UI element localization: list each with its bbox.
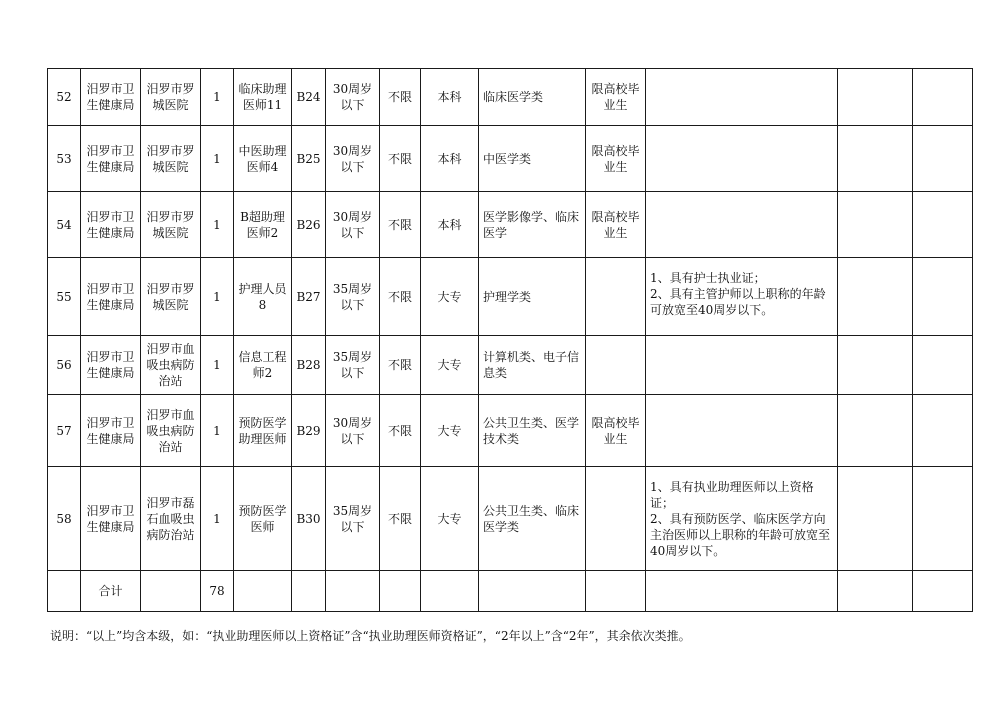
- age-cell: 30周岁以下: [326, 192, 380, 258]
- age-cell: 35周岁以下: [326, 258, 380, 336]
- requirements-cell: 1、具有护士执业证； 2、具有主管护师以上职称的年龄可放宽至40周岁以下。: [646, 258, 838, 336]
- empty-cell: [586, 571, 646, 612]
- gender-cell: 不限: [380, 192, 421, 258]
- requirements-cell: [646, 395, 838, 467]
- education-cell: 大专: [421, 395, 479, 467]
- age-cell: 35周岁以下: [326, 467, 380, 571]
- candidate-source-cell: 限高校毕业生: [586, 126, 646, 192]
- education-cell: 本科: [421, 192, 479, 258]
- extra-cell-1: [838, 126, 913, 192]
- row-number: 56: [48, 336, 81, 395]
- gender-cell: 不限: [380, 69, 421, 126]
- extra-cell-1: [838, 395, 913, 467]
- total-label: 合计: [81, 571, 141, 612]
- recruitment-table: [47, 68, 973, 612]
- position-code-cell: B25: [292, 126, 326, 192]
- position-cell: B超助理医师2: [234, 192, 292, 258]
- major-cell: 临床医学类: [479, 69, 586, 126]
- department-cell: 汨罗市卫生健康局: [81, 395, 141, 467]
- extra-cell-2: [913, 192, 973, 258]
- position-cell: 信息工程师2: [234, 336, 292, 395]
- education-cell: 大专: [421, 258, 479, 336]
- candidate-source-cell: [586, 258, 646, 336]
- table-row: [48, 467, 973, 571]
- unit-cell: 汨罗市罗城医院: [141, 258, 201, 336]
- age-cell: 30周岁以下: [326, 69, 380, 126]
- footnote: 说明：“以上”均含本级，如：“执业助理医师以上资格证”含“执业助理医师资格证”，“2年以上”含“2年”，其余依次类推。: [50, 629, 691, 643]
- major-cell: 中医学类: [479, 126, 586, 192]
- table-body: [48, 69, 973, 612]
- position-cell: 护理人员8: [234, 258, 292, 336]
- total-count: 78: [201, 571, 234, 612]
- unit-cell: 汨罗市罗城医院: [141, 126, 201, 192]
- position-code-cell: B26: [292, 192, 326, 258]
- empty-cell: [234, 571, 292, 612]
- requirements-cell: [646, 69, 838, 126]
- gender-cell: 不限: [380, 467, 421, 571]
- extra-cell-2: [913, 126, 973, 192]
- quota-cell: 1: [201, 395, 234, 467]
- row-number: 57: [48, 395, 81, 467]
- quota-cell: 1: [201, 192, 234, 258]
- department-cell: 汨罗市卫生健康局: [81, 467, 141, 571]
- department-cell: 汨罗市卫生健康局: [81, 258, 141, 336]
- table-row: [48, 258, 973, 336]
- row-number: 53: [48, 126, 81, 192]
- gender-cell: 不限: [380, 258, 421, 336]
- department-cell: 汨罗市卫生健康局: [81, 69, 141, 126]
- row-number: 55: [48, 258, 81, 336]
- empty-cell: [838, 571, 913, 612]
- position-code-cell: B29: [292, 395, 326, 467]
- empty-cell: [380, 571, 421, 612]
- major-cell: 护理学类: [479, 258, 586, 336]
- position-code-cell: B28: [292, 336, 326, 395]
- position-code-cell: B30: [292, 467, 326, 571]
- position-cell: 预防医学医师: [234, 467, 292, 571]
- department-cell: 汨罗市卫生健康局: [81, 336, 141, 395]
- unit-cell: 汨罗市血吸虫病防治站: [141, 395, 201, 467]
- position-cell: 中医助理医师4: [234, 126, 292, 192]
- empty-cell: [48, 571, 81, 612]
- quota-cell: 1: [201, 69, 234, 126]
- age-cell: 30周岁以下: [326, 126, 380, 192]
- quota-cell: 1: [201, 126, 234, 192]
- candidate-source-cell: 限高校毕业生: [586, 395, 646, 467]
- position-code-cell: B24: [292, 69, 326, 126]
- gender-cell: 不限: [380, 336, 421, 395]
- education-cell: 大专: [421, 336, 479, 395]
- position-cell: 临床助理医师11: [234, 69, 292, 126]
- extra-cell-2: [913, 69, 973, 126]
- position-cell: 预防医学助理医师: [234, 395, 292, 467]
- table-row: [48, 336, 973, 395]
- empty-cell: [913, 571, 973, 612]
- extra-cell-1: [838, 336, 913, 395]
- unit-cell: 汨罗市罗城医院: [141, 69, 201, 126]
- empty-cell: [292, 571, 326, 612]
- requirements-cell: [646, 336, 838, 395]
- position-code-cell: B27: [292, 258, 326, 336]
- table-row: [48, 126, 973, 192]
- row-number: 52: [48, 69, 81, 126]
- table-row: [48, 192, 973, 258]
- empty-cell: [646, 571, 838, 612]
- empty-cell: [479, 571, 586, 612]
- empty-cell: [141, 571, 201, 612]
- extra-cell-2: [913, 258, 973, 336]
- extra-cell-2: [913, 395, 973, 467]
- empty-cell: [326, 571, 380, 612]
- education-cell: 本科: [421, 69, 479, 126]
- table-row: [48, 69, 973, 126]
- gender-cell: 不限: [380, 126, 421, 192]
- extra-cell-1: [838, 192, 913, 258]
- quota-cell: 1: [201, 336, 234, 395]
- candidate-source-cell: 限高校毕业生: [586, 69, 646, 126]
- age-cell: 35周岁以下: [326, 336, 380, 395]
- major-cell: 公共卫生类、医学技术类: [479, 395, 586, 467]
- gender-cell: 不限: [380, 395, 421, 467]
- education-cell: 本科: [421, 126, 479, 192]
- extra-cell-2: [913, 467, 973, 571]
- row-number: 54: [48, 192, 81, 258]
- total-row: [48, 571, 973, 612]
- extra-cell-1: [838, 69, 913, 126]
- extra-cell-1: [838, 467, 913, 571]
- row-number: 58: [48, 467, 81, 571]
- empty-cell: [421, 571, 479, 612]
- requirements-cell: [646, 126, 838, 192]
- unit-cell: 汨罗市磊石血吸虫病防治站: [141, 467, 201, 571]
- education-cell: 大专: [421, 467, 479, 571]
- department-cell: 汨罗市卫生健康局: [81, 126, 141, 192]
- age-cell: 30周岁以下: [326, 395, 380, 467]
- candidate-source-cell: [586, 336, 646, 395]
- extra-cell-2: [913, 336, 973, 395]
- major-cell: 公共卫生类、临床医学类: [479, 467, 586, 571]
- quota-cell: 1: [201, 258, 234, 336]
- table-row: [48, 395, 973, 467]
- candidate-source-cell: 限高校毕业生: [586, 192, 646, 258]
- extra-cell-1: [838, 258, 913, 336]
- unit-cell: 汨罗市血吸虫病防治站: [141, 336, 201, 395]
- department-cell: 汨罗市卫生健康局: [81, 192, 141, 258]
- major-cell: 医学影像学、临床医学: [479, 192, 586, 258]
- unit-cell: 汨罗市罗城医院: [141, 192, 201, 258]
- candidate-source-cell: [586, 467, 646, 571]
- major-cell: 计算机类、电子信息类: [479, 336, 586, 395]
- quota-cell: 1: [201, 467, 234, 571]
- requirements-cell: [646, 192, 838, 258]
- requirements-cell: 1、具有执业助理医师以上资格证； 2、具有预防医学、临床医学方向主治医师以上职称的年龄可放宽至40周岁以下。: [646, 467, 838, 571]
